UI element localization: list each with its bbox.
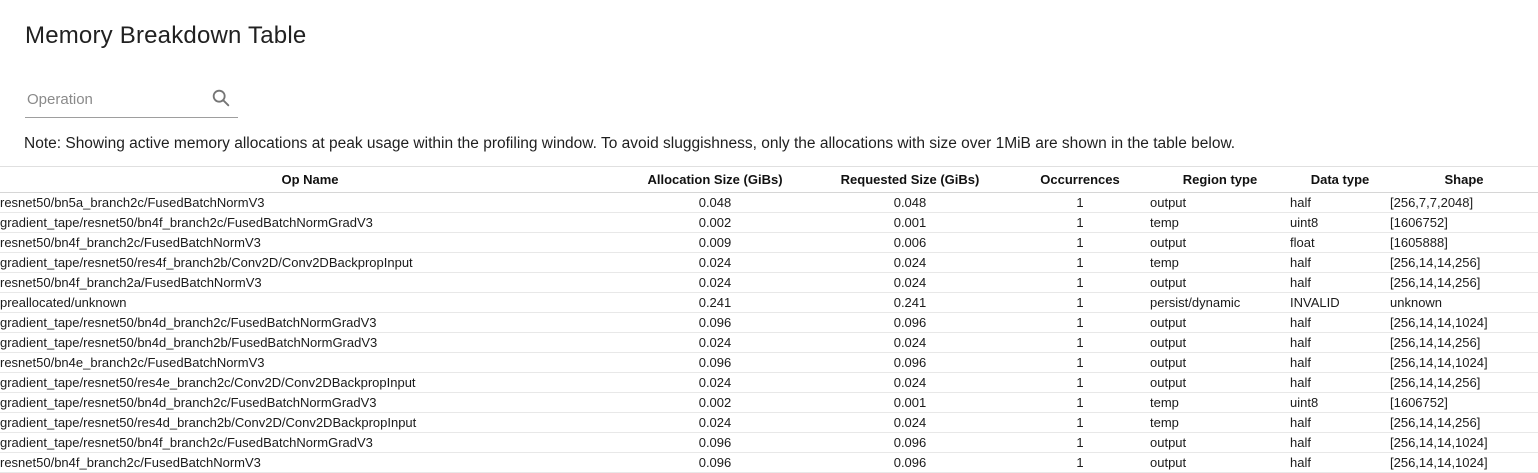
cell-region_type: persist/dynamic bbox=[1150, 293, 1290, 313]
cell-requested_size: 0.024 bbox=[810, 273, 1010, 293]
cell-region_type: output bbox=[1150, 333, 1290, 353]
page-title: Memory Breakdown Table bbox=[25, 22, 307, 49]
cell-data_type: half bbox=[1290, 453, 1390, 473]
cell-region_type: output bbox=[1150, 313, 1290, 333]
cell-shape: [256,14,14,1024] bbox=[1390, 313, 1538, 333]
table-row[interactable] bbox=[0, 433, 1538, 453]
table-row[interactable] bbox=[0, 193, 1538, 213]
cell-data_type: half bbox=[1290, 433, 1390, 453]
cell-data_type: half bbox=[1290, 373, 1390, 393]
cell-shape: [256,14,14,256] bbox=[1390, 373, 1538, 393]
cell-requested_size: 0.001 bbox=[810, 213, 1010, 233]
operation-search-input[interactable] bbox=[25, 84, 238, 118]
cell-op_name: gradient_tape/resnet50/res4d_branch2b/Conv2D/Conv2DBackpropInput bbox=[0, 413, 620, 433]
cell-requested_size: 0.024 bbox=[810, 333, 1010, 353]
column-header-shape[interactable]: Shape bbox=[1390, 167, 1538, 193]
cell-op_name: gradient_tape/resnet50/bn4d_branch2c/FusedBatchNormGradV3 bbox=[0, 393, 620, 413]
cell-data_type: half bbox=[1290, 313, 1390, 333]
cell-region_type: temp bbox=[1150, 253, 1290, 273]
cell-requested_size: 0.096 bbox=[810, 353, 1010, 373]
table-row[interactable] bbox=[0, 273, 1538, 293]
cell-requested_size: 0.006 bbox=[810, 233, 1010, 253]
cell-requested_size: 0.001 bbox=[810, 393, 1010, 413]
cell-shape: [256,14,14,1024] bbox=[1390, 453, 1538, 473]
cell-shape: [256,14,14,256] bbox=[1390, 273, 1538, 293]
cell-allocation_size: 0.024 bbox=[620, 253, 810, 273]
table-row[interactable] bbox=[0, 373, 1538, 393]
cell-op_name: gradient_tape/resnet50/bn4f_branch2c/FusedBatchNormGradV3 bbox=[0, 433, 620, 453]
cell-requested_size: 0.096 bbox=[810, 433, 1010, 453]
cell-occurrences: 1 bbox=[1010, 353, 1150, 373]
cell-shape: [256,14,14,1024] bbox=[1390, 433, 1538, 453]
cell-region_type: output bbox=[1150, 453, 1290, 473]
cell-region_type: temp bbox=[1150, 213, 1290, 233]
table-note: Note: Showing active memory allocations at peak usage within the profiling window. To avoid sluggishness, only the allocations with size over 1MiB are shown in the table below. bbox=[24, 135, 1236, 152]
cell-region_type: temp bbox=[1150, 393, 1290, 413]
cell-shape: unknown bbox=[1390, 293, 1538, 313]
cell-op_name: resnet50/bn5a_branch2c/FusedBatchNormV3 bbox=[0, 193, 620, 213]
cell-op_name: resnet50/bn4f_branch2c/FusedBatchNormV3 bbox=[0, 233, 620, 253]
cell-op_name: resnet50/bn4e_branch2c/FusedBatchNormV3 bbox=[0, 353, 620, 373]
cell-data_type: uint8 bbox=[1290, 393, 1390, 413]
cell-occurrences: 1 bbox=[1010, 373, 1150, 393]
cell-region_type: output bbox=[1150, 193, 1290, 213]
table-row[interactable] bbox=[0, 393, 1538, 413]
cell-shape: [256,14,14,1024] bbox=[1390, 353, 1538, 373]
cell-op_name: resnet50/bn4f_branch2c/FusedBatchNormV3 bbox=[0, 453, 620, 473]
table-row[interactable] bbox=[0, 353, 1538, 373]
table-row[interactable] bbox=[0, 413, 1538, 433]
cell-data_type: half bbox=[1290, 413, 1390, 433]
cell-op_name: gradient_tape/resnet50/bn4d_branch2c/FusedBatchNormGradV3 bbox=[0, 313, 620, 333]
table-row[interactable] bbox=[0, 453, 1538, 473]
cell-occurrences: 1 bbox=[1010, 193, 1150, 213]
cell-occurrences: 1 bbox=[1010, 213, 1150, 233]
cell-occurrences: 1 bbox=[1010, 333, 1150, 353]
cell-region_type: output bbox=[1150, 373, 1290, 393]
cell-allocation_size: 0.009 bbox=[620, 233, 810, 253]
cell-op_name: resnet50/bn4f_branch2a/FusedBatchNormV3 bbox=[0, 273, 620, 293]
cell-allocation_size: 0.048 bbox=[620, 193, 810, 213]
cell-data_type: half bbox=[1290, 273, 1390, 293]
cell-region_type: output bbox=[1150, 433, 1290, 453]
column-header-occurrences[interactable]: Occurrences bbox=[1010, 167, 1150, 193]
cell-data_type: INVALID bbox=[1290, 293, 1390, 313]
table-row[interactable] bbox=[0, 293, 1538, 313]
cell-op_name: preallocated/unknown bbox=[0, 293, 620, 313]
cell-data_type: uint8 bbox=[1290, 213, 1390, 233]
cell-shape: [1605888] bbox=[1390, 233, 1538, 253]
cell-requested_size: 0.024 bbox=[810, 373, 1010, 393]
cell-requested_size: 0.024 bbox=[810, 253, 1010, 273]
cell-op_name: gradient_tape/resnet50/res4f_branch2b/Conv2D/Conv2DBackpropInput bbox=[0, 253, 620, 273]
cell-region_type: output bbox=[1150, 233, 1290, 253]
cell-shape: [256,14,14,256] bbox=[1390, 413, 1538, 433]
cell-shape: [256,14,14,256] bbox=[1390, 333, 1538, 353]
table-row[interactable] bbox=[0, 233, 1538, 253]
cell-allocation_size: 0.024 bbox=[620, 373, 810, 393]
cell-requested_size: 0.024 bbox=[810, 413, 1010, 433]
column-header-requested_size[interactable]: Requested Size (GiBs) bbox=[810, 167, 1010, 193]
operation-search-field bbox=[25, 84, 238, 120]
memory-breakdown-table bbox=[0, 166, 1538, 473]
cell-occurrences: 1 bbox=[1010, 433, 1150, 453]
cell-requested_size: 0.048 bbox=[810, 193, 1010, 213]
cell-shape: [256,7,7,2048] bbox=[1390, 193, 1538, 213]
cell-data_type: half bbox=[1290, 253, 1390, 273]
cell-region_type: output bbox=[1150, 273, 1290, 293]
cell-data_type: half bbox=[1290, 193, 1390, 213]
cell-op_name: gradient_tape/resnet50/bn4f_branch2c/FusedBatchNormGradV3 bbox=[0, 213, 620, 233]
cell-occurrences: 1 bbox=[1010, 413, 1150, 433]
column-header-data_type[interactable]: Data type bbox=[1290, 167, 1390, 193]
cell-data_type: half bbox=[1290, 333, 1390, 353]
cell-shape: [1606752] bbox=[1390, 393, 1538, 413]
cell-occurrences: 1 bbox=[1010, 233, 1150, 253]
cell-allocation_size: 0.096 bbox=[620, 353, 810, 373]
cell-occurrences: 1 bbox=[1010, 293, 1150, 313]
column-header-op_name[interactable]: Op Name bbox=[0, 167, 620, 193]
cell-occurrences: 1 bbox=[1010, 453, 1150, 473]
cell-occurrences: 1 bbox=[1010, 393, 1150, 413]
cell-occurrences: 1 bbox=[1010, 313, 1150, 333]
cell-shape: [1606752] bbox=[1390, 213, 1538, 233]
cell-shape: [256,14,14,256] bbox=[1390, 253, 1538, 273]
cell-allocation_size: 0.024 bbox=[620, 333, 810, 353]
column-header-region_type[interactable]: Region type bbox=[1150, 167, 1290, 193]
cell-allocation_size: 0.002 bbox=[620, 393, 810, 413]
cell-allocation_size: 0.241 bbox=[620, 293, 810, 313]
cell-region_type: temp bbox=[1150, 413, 1290, 433]
table-body bbox=[0, 193, 1538, 473]
cell-allocation_size: 0.096 bbox=[620, 453, 810, 473]
cell-requested_size: 0.241 bbox=[810, 293, 1010, 313]
table-row[interactable] bbox=[0, 253, 1538, 273]
cell-allocation_size: 0.024 bbox=[620, 413, 810, 433]
cell-op_name: gradient_tape/resnet50/res4e_branch2c/Conv2D/Conv2DBackpropInput bbox=[0, 373, 620, 393]
cell-occurrences: 1 bbox=[1010, 273, 1150, 293]
cell-allocation_size: 0.002 bbox=[620, 213, 810, 233]
table-row[interactable] bbox=[0, 213, 1538, 233]
cell-allocation_size: 0.024 bbox=[620, 273, 810, 293]
table-header-row bbox=[0, 167, 1538, 193]
cell-occurrences: 1 bbox=[1010, 253, 1150, 273]
cell-region_type: output bbox=[1150, 353, 1290, 373]
table-row[interactable] bbox=[0, 333, 1538, 353]
cell-requested_size: 0.096 bbox=[810, 313, 1010, 333]
cell-op_name: gradient_tape/resnet50/bn4d_branch2b/FusedBatchNormGradV3 bbox=[0, 333, 620, 353]
cell-allocation_size: 0.096 bbox=[620, 313, 810, 333]
cell-requested_size: 0.096 bbox=[810, 453, 1010, 473]
table-row[interactable] bbox=[0, 313, 1538, 333]
cell-data_type: half bbox=[1290, 353, 1390, 373]
column-header-allocation_size[interactable]: Allocation Size (GiBs) bbox=[620, 167, 810, 193]
cell-data_type: float bbox=[1290, 233, 1390, 253]
cell-allocation_size: 0.096 bbox=[620, 433, 810, 453]
